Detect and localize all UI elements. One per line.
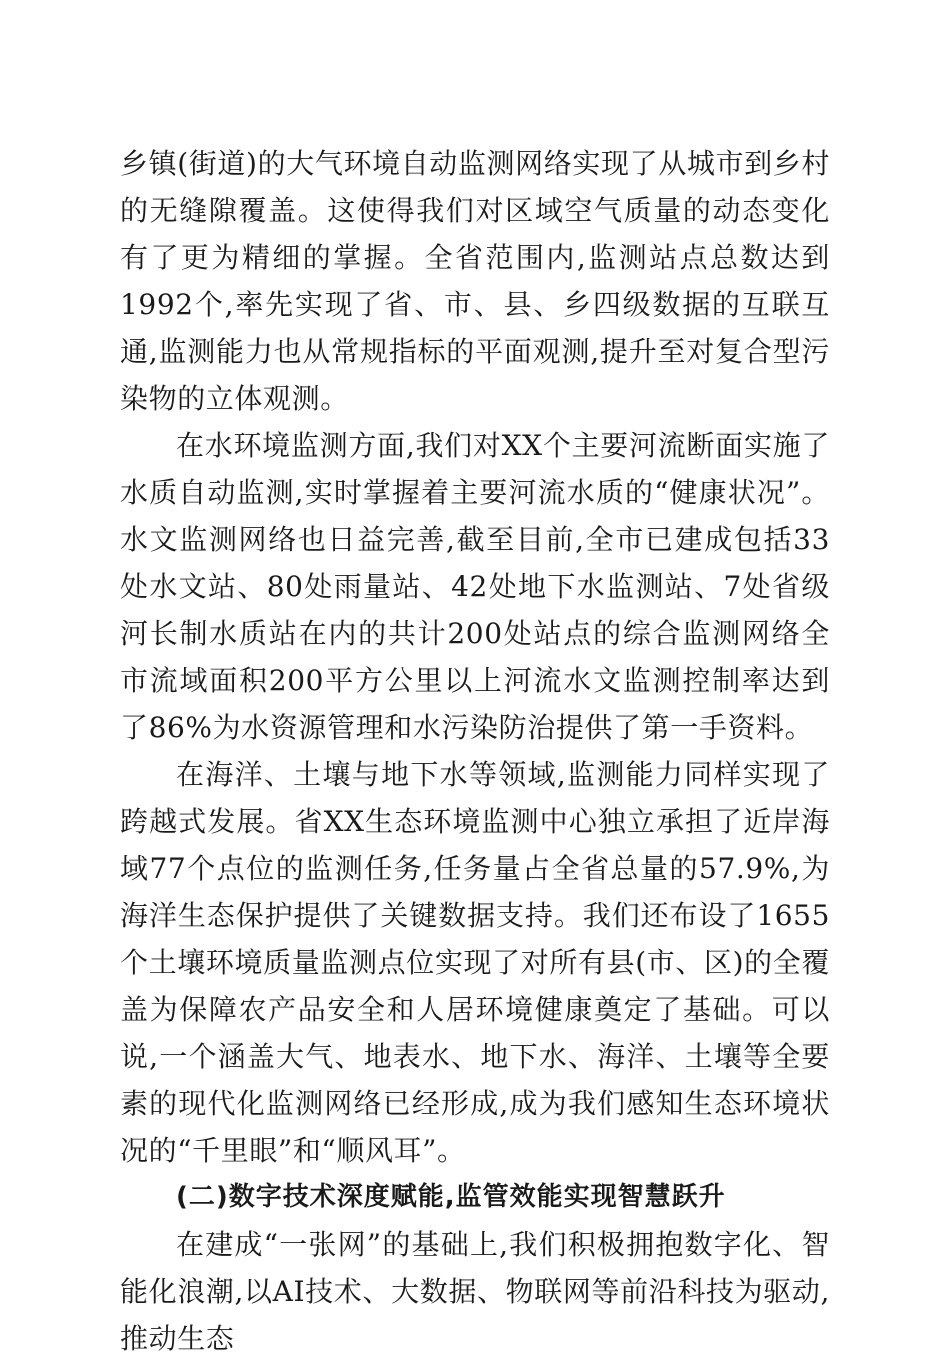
- paragraph-digital-empowerment: 在建成“一张网”的基础上,我们积极拥抱数字化、智能化浪潮,以AI技术、大数据、物联网等前沿科技为驱动,推动生态: [120, 1228, 830, 1355]
- paragraph-ocean-soil-monitoring: 在海洋、土壤与地下水等领域,监测能力同样实现了跨越式发展。省XX生态环境监测中心独立承担了近岸海域77个点位的监测任务,任务量占全省总量的57.9%,为海洋生态保护提供了关键数据支持。我们还布设了1655个土壤环境质量监测点位实现了对所有县(市、区)的全覆盖为保障农产品安全和人居环境健康奠定了基础。可以说,一个涵盖大气、地表水、地下水、海洋、土壤等全要素的现代化监测网络已经形成,成为我们感知生态环境状况的“千里眼”和“顺风耳”。: [120, 758, 830, 1167]
- paragraph-water-monitoring: 在水环境监测方面,我们对XX个主要河流断面实施了水质自动监测,实时掌握着主要河流水质的“健康状况”。水文监测网络也日益完善,截至目前,全市已建成包括33处水文站、80处雨量站、42处地下水监测站、7处省级河长制水质站在内的共计200处站点的综合监测网络全市流域面积200平方公里以上河流水文监测控制率达到了86%为水资源管理和水污染防治提供了第一手资料。: [120, 429, 830, 744]
- section-heading: (二)数字技术深度赋能,监管效能实现智慧跃升: [176, 1182, 726, 1212]
- paragraph-air-monitoring: 乡镇(街道)的大气环境自动监测网络实现了从城市到乡村的无缝隙覆盖。这使得我们对区域空气质量的动态变化有了更为精细的掌握。全省范围内,监测站点总数达到1992个,率先实现了省、市、县、乡四级数据的互联互通,监测能力也从常规指标的平面观测,提升至对复合型污染物的立体观测。: [120, 147, 830, 415]
- document-body: [120, 140, 830, 1362]
